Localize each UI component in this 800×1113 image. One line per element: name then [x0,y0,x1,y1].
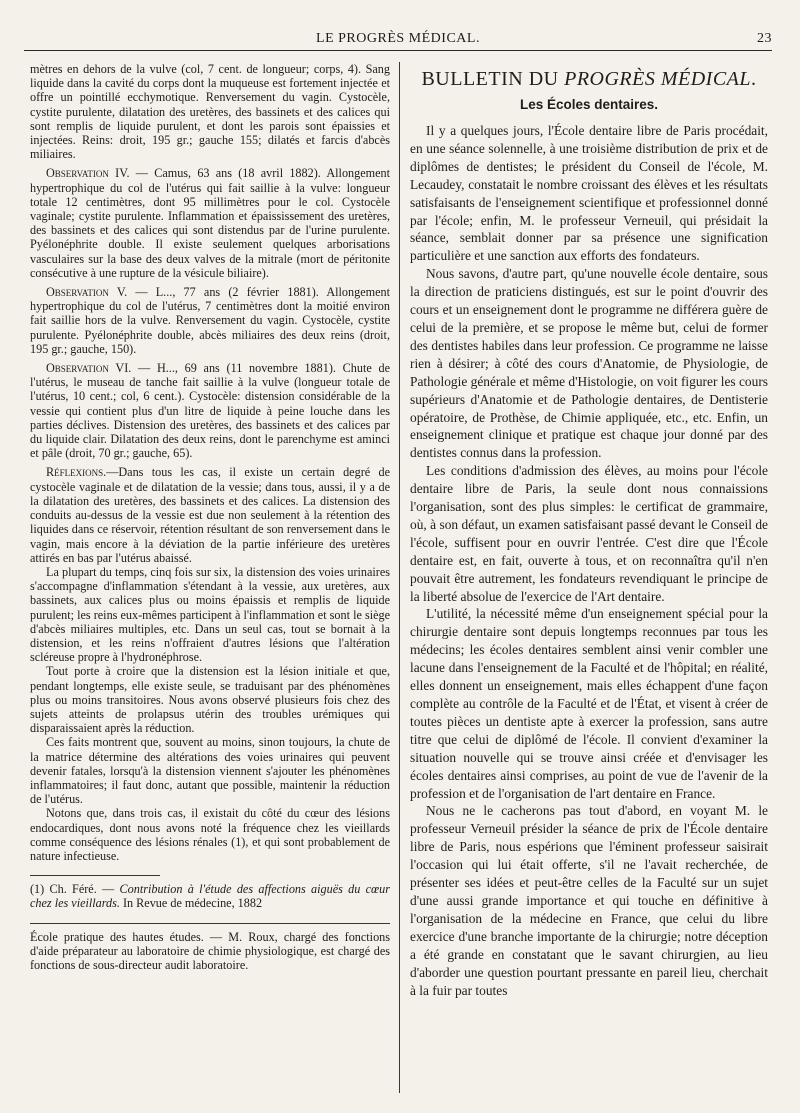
observation-5-text: — L..., 77 ans (2 février 1881). Allongement hypertrophique du col de l'utérus, 7 centimètres dont la moitié environ fait saillie hors de la vulve. Renversement du vagin. Cystocèle, cystite purulente. Pyélonéphrite double, abcès miliaires des deux reins (droit, 195 gr.; gauche, 150). [30,285,390,356]
section-heading: Les Écoles dentaires. [519,97,659,112]
bulletin-title [410,68,768,91]
observation-6-text: — H..., 69 ans (11 novembre 1881). Chute de l'utérus, le museau de tanche fait saillie à la vulve (longueur totale de l'utérus, 10 cent.; col, 6 cent.). Cystocèle: distension considérable de la vessie qui contient plus d'un litre de liquide à peine louche dans les parties déclives. Distension des uretères, des bassinets et des calices par du liquide clair. Dilatation des deux reins, dont le parenchyme est aminci et pâle (droit, 70 gr.; gauche, 65). [30,361,390,461]
observation-4 [30,166,390,280]
page-header [24,28,772,51]
article-paragraph: Les conditions d'admission des élèves, au moins pour l'école dentaire libre de Paris, la seule dont nous connaissions l'organisation, sont des plus simples: le certificat de grammaire, où, à son défaut, un examen satisfaisant passé devant le Conseil de l'école, suffisent pour en ouvrir l'entrée. C'est dire que l'École dentaire est, en fait, ouverte à tous, et on reconnaîtra qu'il n'en pouvait être autrement, les fondateurs revendiquant le principe de la liberté absolue de l'exercice de l'Art dentaire. [410,463,768,604]
reflexions-label: Réflexions. [46,465,107,480]
observation-6-label: Observation VI. [46,361,132,376]
page-number: 23 [757,31,772,46]
footnote-title: Contribution à l'étude des affections aiguës du cœur chez les vieillards. [30,882,390,911]
footnote-source: In Revue de médecine, 1882 [119,896,263,911]
bulletin-title-prefix: BULLETIN DU [421,68,565,90]
case-continuation: mètres en dehors de la vulve (col, 7 cent. de longueur; corps, 4). Sang liquide dans la cavité du corps dont la muqueuse est fortement injectée et offre un pointillé ecchymotique. Renversement du vagin. Cystocèle, cystite purulente, dilatation des uretères, des bassinets et des calices qui sont remplis de liquide purulent, et dont les parois sont épaissies et injectées. Reins: droit, 195 gr.; gauche 155; dilatés et farcis d'abcès miliaires. [30,62,390,162]
article-paragraph: Nous savons, d'autre part, qu'une nouvelle école dentaire, sous la direction de praticiens distingués, est sur le point d'ouvrir des cours et un enseignement dont le programme ne différera guère de celui de la première, et se propose le même but, celui de former des dentistes habiles dans leur profession. Ce programme ne laisse rien à désirer; à côté des cours d'Anatomie, de Physiologie, de Pathologie générale et même d'Histologie, on voit figurer les cours supérieurs d'Anatomie et de Pathologie dentaires, de Dentisterie opératoire, de Prothèse, de Chimie appliquée, etc., etc. Enfin, un enseignement clinique et pratique est chaque jour donné par des dentistes connus dans la profession. [410,266,768,461]
footnote [30,882,390,910]
right-column [410,62,768,1083]
body-paragraph: Ces faits montrent que, souvent au moins, sinon toujours, la chute de la matrice détermine des altérations des voies urinaires qui peuvent devenir fatales, lorsqu'à la distension viennent s'ajouter les phénomènes inflammatoires; il faut donc, autant que possible, maintenir la réduction de l'utérus. [30,735,390,807]
observation-5 [30,285,390,356]
notice-paragraph: École pratique des hautes études. — M. Roux, chargé des fonctions d'aide préparateur au laboratoire de chimie physiologique, est chargé des fonctions de sous-directeur audit laboratoire. [30,929,390,972]
observation-5-label: Observation V. [46,285,128,300]
body-paragraph: La plupart du temps, cinq fois sur six, la distension des voies urinaires s'accompagne d'inflammation s'étendant à la vessie, aux uretères, aux bassinets, aux calices plus ou moins épaissis et remplis de liquide purulent; les reins eux-mêmes participent à l'inflammation et sont le siège d'abcès miliaires multiples, etc. Dans un seul cas, tout se bornait à la distension, et les reins n'offraient d'autres lésions que l'altération scléreuse propre à l'hydronéphrose. [30,564,390,665]
article-paragraph: L'utilité, la nécessité même d'un enseignement spécial pour la chirurgie dentaire sont depuis longtemps reconnues par tous les médecins; les écoles dentaires semblent ainsi venir combler une lacune dans l'enseignement de la Faculté et de l'hôpital; en réalité, elles donnent un enseignement, mais elles échappent d'une façon complète au contrôle de la Faculté et de l'État, et visent à créer de toutes pièces un dentiste apte à exercer la profession, sans autre titre que celui de diplômé de l'école. Il convient d'examiner la situation nouvelle qui se trouve ainsi créée et d'envisager les écoles dentaires ainsi comprises, au point de vue de l'avenir de la profession et de l'organisation de l'art dentaire en France. [410,606,768,801]
observation-4-text: — Camus, 63 ans (18 avril 1882). Allongement hypertrophique du col de l'utérus qui fait saillie à la vulve: longueur totale 12 centimètres, dont 95 millimètres pour le col. Cystocèle vaginale; cystite purulente. Inflammation et épaississement des uretères, des bassinets et des calices qui sont distendus par de l'urine purulente. Pyélonéphrite double. Il existe seulement quelques arborisations vasculaires sur la base des deux valves de la mitrale (mort de péritonite consécutive à une rupture de la vésicule biliaire). [30,166,390,280]
bulletin-title-suffix: . [751,68,757,90]
journal-title: LE PROGRÈS MÉDICAL. [316,31,480,46]
observation-6 [30,361,390,460]
left-column [30,62,390,1083]
article-paragraph: Il y a quelques jours, l'École dentaire libre de Paris procédait, en une séance solennelle, à une troisième distribution de prix et de diplômes de dentistes; le président du Conseil de l'école, M. Lecaudey, constatait le nombre croissant des élèves et les résultats satisfaisants de l'enseignement scientifique et professionnel donné par l'école; enfin, M. le professeur Verneuil, qui présidait la séance, semblait donner par sa présence une signification particulière et une sanction aux efforts des fondateurs. [410,123,768,264]
reflexions-text: —Dans tous les cas, il existe un certain degré de cystocèle vaginale et de dilatation de la vessie; dans tous, aussi, il y a de la dilatation des uretères, des bassinets et des calices. La distension des conduits au-dessus de la vessie est due non seulement à la rétention des liquides dans ce réservoir, rétention résultant de son renversement dans le vagin, mais encore à la déviation de la partie inférieure des uretères attirés en bas par l'utérus abaissé. [30,465,390,565]
observation-4-label: Observation IV. [46,166,130,181]
reflexions-paragraph [30,465,390,564]
notice-divider [30,923,390,924]
body-paragraph: Tout porte à croire que la distension est la lésion initiale et que, pendant longtemps, elle existe seule, se traduisant par des phénomènes plus ou moins transitoires. Nous avons observé plusieurs fois chez des sujets atteints de prolapsus utérin des troubles urémiques qui disparaissaient après la réduction. [30,664,390,736]
column-divider [399,62,400,1093]
footnote-author: (1) Ch. Féré. — [30,882,120,897]
bulletin-title-journal: PROGRÈS MÉDICAL [564,68,752,90]
body-paragraph: Notons que, dans trois cas, il existait du côté du cœur des lésions endocardiques, dont nous avons noté la fréquence chez les vieillards comme conséquence des lésions rénales (1), et qui sont probablement de nature infectieuse. [30,806,390,863]
footnote-divider [30,875,160,876]
article-paragraph: Nous ne le cacherons pas tout d'abord, en voyant M. le professeur Verneuil présider la séance de prix de l'École dentaire libre de Paris, nous espérions que l'éminent professeur saisirait l'occasion qui lui était offerte, s'il ne l'avait recherchée, de présenter ses idées et peut-être celles de la Faculté sur un sujet d'une aussi grande importance et qui touche en définitive à l'organisation de la médecine en France, que celui du libre exercice d'une branche importante de la chirurgie; notre déception a été grande en constatant que le savant chirurgien, au lieu d'aborder une question pourtant pressante en pareil lieu, cherchait à la fuir par toutes [410,803,768,998]
